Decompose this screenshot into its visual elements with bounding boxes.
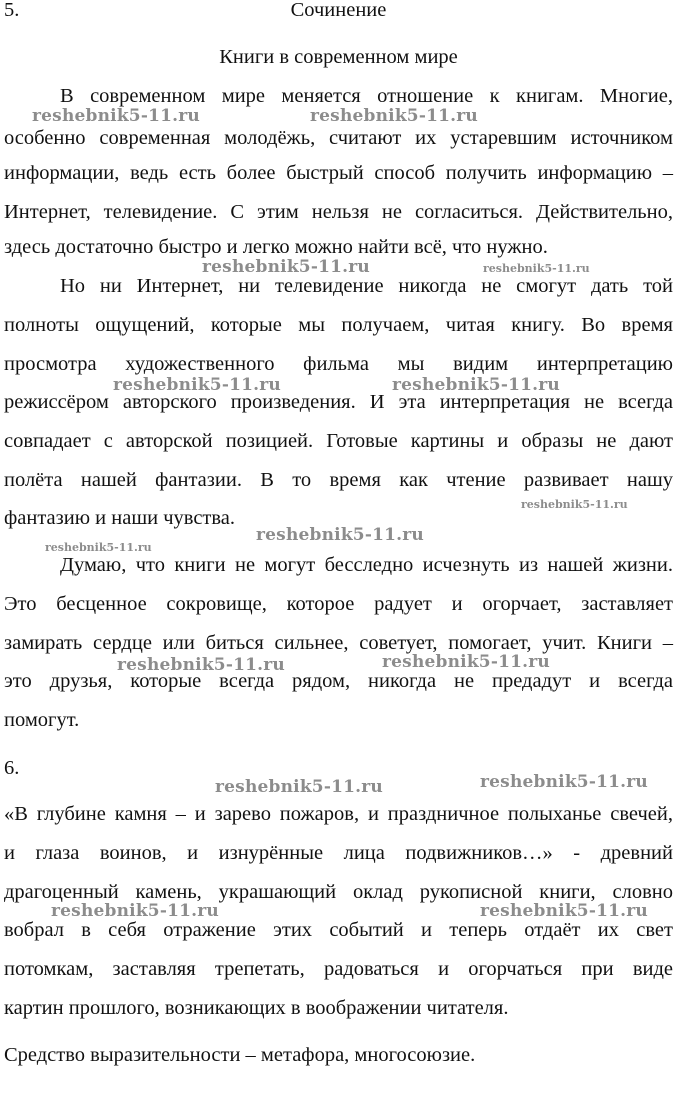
t6-line-1: «В глубине камня – и зарево пожаров, и праздничное полыханье свечей, [4, 803, 673, 825]
p2-line-4: режиссёром авторского произведения. И эта интерпретация не всегда [4, 391, 673, 413]
t6-line-5: потомкам, заставляя трепетать, радоваться и огорчаться при виде [4, 958, 673, 980]
watermark: reshebnik5-11.ru [483, 262, 590, 275]
p3-line-4: это друзья, которые всегда рядом, никогда не предадут и всегда [4, 670, 673, 692]
watermark: reshebnik5-11.ru [392, 375, 560, 395]
watermark: reshebnik5-11.ru [32, 106, 200, 126]
p2-line-2: полноты ощущений, которые мы получаем, читая книгу. Во время [4, 314, 673, 336]
p2-line-3: просмотра художественного фильма мы видим интерпретацию [4, 353, 673, 375]
p1-line-3: информации, ведь есть более быстрый способ получить информацию – [4, 162, 673, 184]
watermark: reshebnik5-11.ru [117, 655, 285, 675]
task6-conclusion: Средство выразительности – метафора, многосоюзие. [4, 1044, 476, 1066]
t6-line-2: и глаза воинов, и изнурённые лица подвижников…» - древний [4, 842, 673, 864]
watermark: reshebnik5-11.ru [45, 541, 152, 554]
p1-line-2: особенно современная молодёжь, считают их устаревшим источником [4, 127, 673, 149]
watermark: reshebnik5-11.ru [202, 257, 370, 277]
t6-line-3: драгоценный камень, украшающий оклад рукописной книги, словно [4, 881, 673, 903]
p1-line-5: здесь достаточно быстро и легко можно найти всё, что нужно. [4, 236, 548, 258]
watermark: reshebnik5-11.ru [256, 525, 424, 545]
task6-number: 6. [4, 757, 20, 779]
watermark: reshebnik5-11.ru [480, 901, 648, 921]
watermark: reshebnik5-11.ru [310, 106, 478, 126]
p3-line-3: замирать сердце или биться сильнее, советует, помогает, учит. Книги – [4, 632, 673, 654]
task5-heading: Сочинение [290, 0, 387, 21]
t6-line-6: картин прошлого, возникающих в воображении читателя. [4, 997, 509, 1019]
watermark: reshebnik5-11.ru [382, 652, 550, 672]
p1-line-4: Интернет, телевидение. С этим нельзя не согласиться. Действительно, [4, 201, 673, 223]
watermark: reshebnik5-11.ru [113, 375, 281, 395]
essay-title: Книги в современном мире [219, 46, 458, 68]
p2-line-7: фантазию и наши чувства. [4, 507, 236, 529]
t6-line-4: вобрал в себя отражение этих событий и теперь отдаёт их свет [4, 919, 673, 941]
watermark: reshebnik5-11.ru [51, 901, 219, 921]
p2-line-6: полёта нашей фантазии. В то время как чтение развивает нашу [4, 469, 673, 491]
watermark: reshebnik5-11.ru [480, 772, 648, 792]
task5-number: 5. [4, 0, 20, 21]
p1-line-1: В современном мире меняется отношение к книгам. Многие, [60, 85, 673, 107]
p3-line-2: Это бесценное сокровище, которое радует и огорчает, заставляет [4, 593, 673, 615]
p3-line-1: Думаю, что книги не могут бесследно исчезнуть из нашей жизни. [60, 554, 673, 576]
p2-line-5: совпадает с авторской позицией. Готовые картины и образы не дают [4, 430, 673, 452]
p2-line-1: Но ни Интернет, ни телевидение никогда не смогут дать той [60, 275, 673, 297]
watermark: reshebnik5-11.ru [521, 498, 628, 511]
watermark: reshebnik5-11.ru [215, 777, 383, 797]
p3-line-5: помогут. [4, 709, 80, 731]
